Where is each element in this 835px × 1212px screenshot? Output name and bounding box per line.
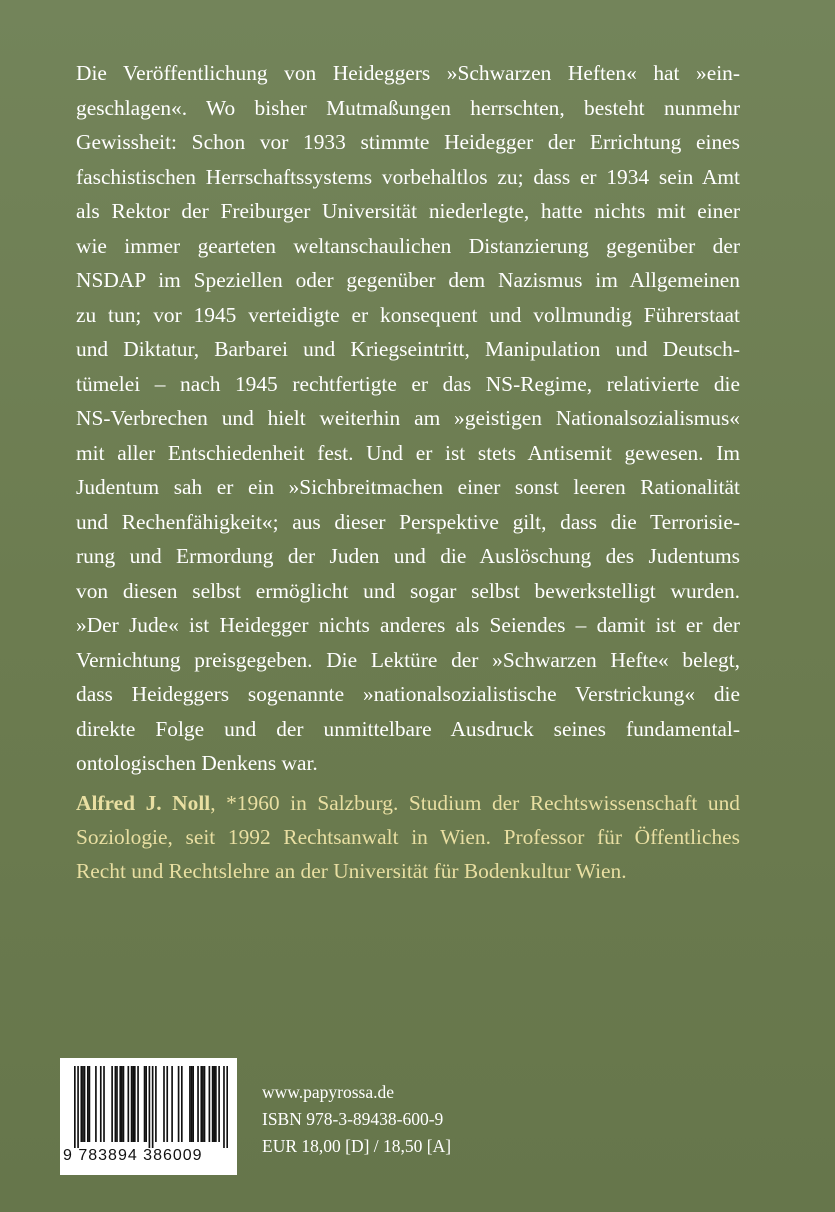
barcode-bar <box>178 1066 180 1142</box>
barcode-bar <box>200 1066 202 1142</box>
price-text: EUR 18,00 [D] / 18,50 [A] <box>262 1136 452 1156</box>
barcode-bar <box>80 1066 82 1142</box>
isbn-text: ISBN 978-3-89438-600-9 <box>262 1109 444 1129</box>
barcode-bars <box>74 1066 228 1148</box>
barcode-bar <box>87 1066 89 1142</box>
barcode-bar <box>149 1066 151 1148</box>
author-bio-text: , *1960 in Salzburg. Studium der Rechtswissenschaft und <box>210 791 740 815</box>
barcode-bar <box>192 1066 194 1142</box>
publisher-website[interactable]: www.papyrossa.de <box>262 1082 395 1102</box>
barcode-bar <box>226 1066 228 1148</box>
barcode-bar <box>212 1066 214 1142</box>
barcode-bar <box>131 1066 133 1142</box>
blurb-line: dass Heideggers sogenannte »nationalsozialistische Verstrickung« die <box>76 682 740 706</box>
isbn-barcode <box>60 1058 237 1175</box>
blurb-line: ontologischen Denkens war. <box>76 751 318 775</box>
barcode-bar <box>202 1066 204 1142</box>
blurb-line: zu tun; vor 1945 verteidigte er konsequent und vollmundig Führerstaat <box>76 302 740 327</box>
blurb-line: Die Veröffentlichung von Heideggers »Schwarzen Heften« hat »ein- <box>76 61 740 85</box>
barcode-bar <box>89 1066 91 1142</box>
blurb-line: als Rektor der Freiburger Universität niederlegte, hatte nichts mit einer <box>76 199 740 223</box>
blurb-line: NS-Verbrechen und hielt weiterhin am »geistigen Nationalsozialismus« <box>76 406 740 430</box>
blurb-line: rung und Ermordung der Juden und die Auslöschung des Judentums <box>76 544 740 568</box>
barcode-bar <box>213 1066 215 1142</box>
barcode-bar <box>84 1066 86 1142</box>
blurb-line: Gewissheit: Schon vor 1933 stimmte Heidegger der Errichtung eines <box>76 130 740 154</box>
blurb-line: mit aller Entschiedenheit fest. Und er ist stets Antisemit gewesen. Im <box>76 440 740 465</box>
blurb-line: Vernichtung preisgegeben. Die Lektüre der »Schwarzen Hefte« belegt, <box>76 647 740 672</box>
barcode-bar <box>82 1066 84 1142</box>
barcode-bar <box>111 1066 113 1142</box>
barcode-bar <box>152 1066 154 1148</box>
blurb-line: Judentum sah er ein »Sichbreitmachen einer sonst leeren Rationalität <box>76 475 740 499</box>
blurb-line: wie immer gearteten weltanschaulichen Distanzierung gegenüber der <box>76 233 740 258</box>
blurb-line: »Der Jude« ist Heidegger nichts anderes als Seiendes – damit ist er der <box>76 613 740 637</box>
barcode-bar <box>119 1066 121 1142</box>
publisher-info <box>262 1079 451 1160</box>
blurb-line: tümelei – nach 1945 rechtfertigte er das NS-Regime, relativierte die <box>76 371 740 396</box>
author-bio <box>76 786 740 888</box>
blurb-line: NSDAP im Speziellen oder gegenüber dem Nazismus im Allgemeinen <box>76 268 740 292</box>
barcode-bar <box>145 1066 147 1142</box>
barcode-bar <box>74 1066 76 1148</box>
barcode-bar <box>132 1066 134 1142</box>
barcode-bar <box>95 1066 97 1142</box>
barcode-bar <box>115 1066 117 1142</box>
barcode-bar <box>155 1066 157 1142</box>
barcode-bar <box>100 1066 102 1142</box>
barcode-bar <box>171 1066 173 1142</box>
barcode-bar <box>123 1066 125 1142</box>
author-name: Alfred J. Noll <box>76 791 211 815</box>
barcode-number: 9 783894 386009 <box>63 1147 203 1164</box>
barcode-bar <box>166 1066 168 1142</box>
blurb-line: und Rechenfähigkeit«; aus dieser Perspektive gilt, dass die Terrorisie- <box>76 509 740 534</box>
barcode-bar <box>121 1066 123 1142</box>
barcode-bar <box>215 1066 217 1142</box>
barcode-bar <box>204 1066 206 1142</box>
author-bio-line: Soziologie, seit 1992 Rechtsanwalt in Wien. Professor für Öffentliches <box>76 825 740 849</box>
barcode-bar <box>127 1066 129 1142</box>
blurb-line: direkte Folge und der unmittelbare Ausdruck seines fundamental- <box>76 716 740 741</box>
blurb-line: geschlagen«. Wo bisher Mutmaßungen herrschten, besteht nunmehr <box>76 95 740 120</box>
barcode-bar <box>197 1066 199 1142</box>
barcode-bar <box>209 1066 211 1142</box>
barcode-bar <box>218 1066 220 1142</box>
barcode-bar <box>134 1066 136 1142</box>
barcode-bar <box>163 1066 165 1142</box>
barcode-bar <box>103 1066 105 1142</box>
author-bio-line <box>76 786 740 820</box>
blurb-line: faschistischen Herrschaftssystems vorbehaltlos zu; dass er 1934 sein Amt <box>76 164 740 189</box>
barcode-bar <box>77 1066 79 1148</box>
author-bio-line: Recht und Rechtslehre an der Universität für Bodenkultur Wien. <box>76 859 627 883</box>
barcode-bar <box>189 1066 191 1142</box>
barcode-bar <box>181 1066 183 1142</box>
blurb-text <box>76 56 740 781</box>
barcode-bar <box>223 1066 225 1148</box>
barcode-bar <box>191 1066 193 1142</box>
blurb-line: von diesen selbst ermöglicht und sogar selbst bewerkstelligt wurden. <box>76 578 740 603</box>
barcode-bar <box>137 1066 139 1142</box>
barcode-bar <box>144 1066 146 1142</box>
barcode-bar <box>116 1066 118 1142</box>
blurb-line: und Diktatur, Barbarei und Kriegseintritt, Manipulation und Deutsch- <box>76 337 740 361</box>
